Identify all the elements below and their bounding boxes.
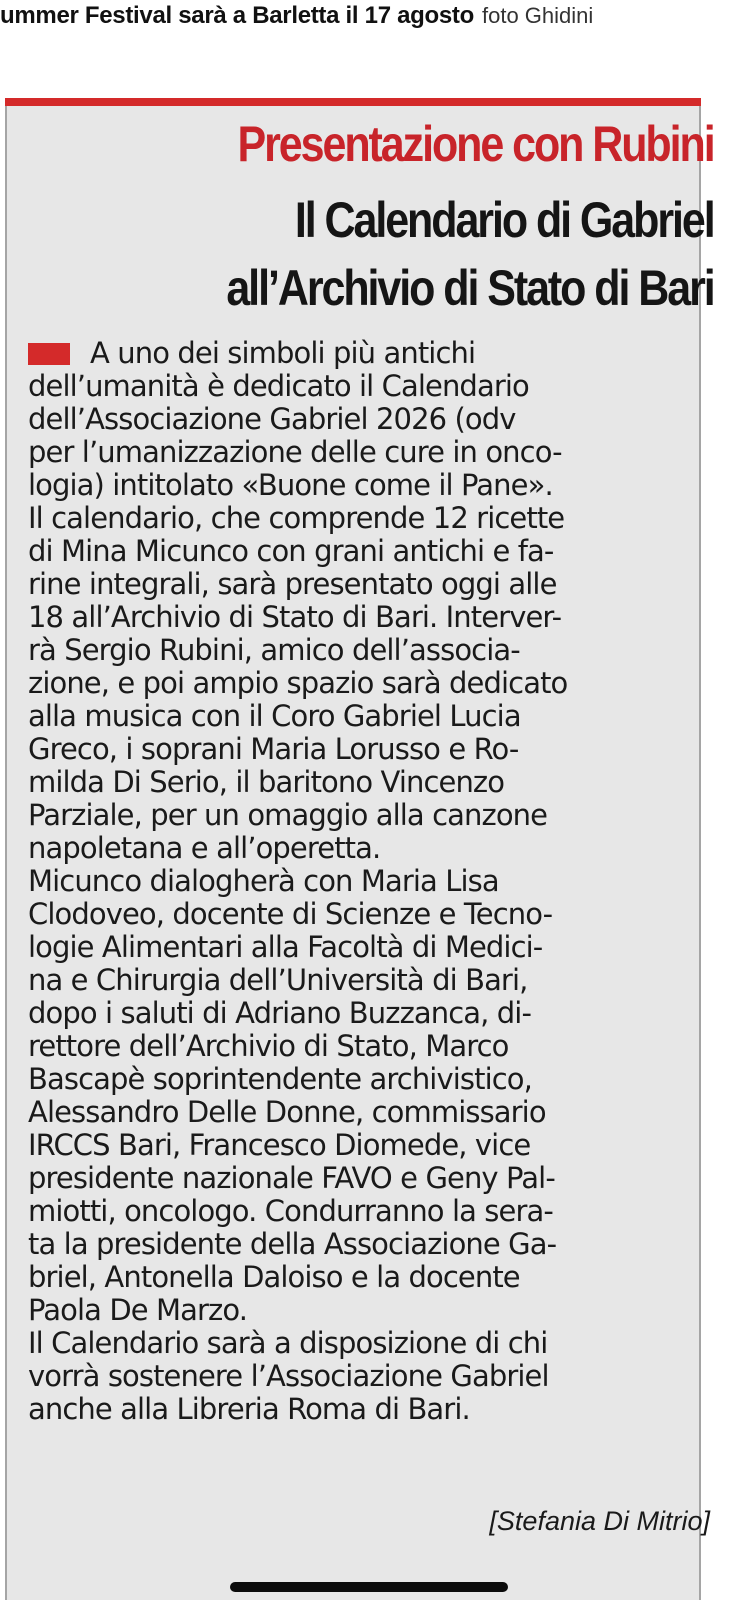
body-line: per l’umanizzazione delle cure in onco- xyxy=(28,435,562,469)
body-line: di Mina Micunco con grani antichi e fa- xyxy=(28,534,554,568)
author-signature: [Stefania Di Mitrio] xyxy=(489,1506,710,1536)
body-line: Bascapè soprintendente archivistico, xyxy=(28,1062,532,1096)
body-line: briel, Antonella Daloiso e la docente xyxy=(28,1260,520,1294)
body-line: 18 all’Archivio di Stato di Bari. Interver- xyxy=(28,600,562,634)
body-line: Micunco dialogherà con Maria Lisa xyxy=(28,864,499,898)
article-kicker: Presentazione con Rubini xyxy=(237,116,714,172)
body-line: Paola De Marzo. xyxy=(28,1293,248,1327)
body-line: zione, e poi ampio spazio sarà dedicato xyxy=(28,666,568,700)
body-line: Alessandro Delle Donne, commissario xyxy=(28,1095,546,1129)
body-line: logia) intitolato «Buone come il Pane». xyxy=(28,468,553,502)
photo-caption xyxy=(0,0,738,34)
body-line: logie Alimentari alla Facoltà di Medici- xyxy=(28,930,543,964)
body-line: rà Sergio Rubini, amico dell’associa- xyxy=(28,633,520,667)
body-line: milda Di Serio, il baritono Vincenzo xyxy=(28,765,505,799)
body-line: IRCCS Bari, Francesco Diomede, vice xyxy=(28,1128,531,1162)
body-line: anche alla Libreria Roma di Bari. xyxy=(28,1392,470,1426)
home-indicator[interactable] xyxy=(230,1582,508,1592)
body-line: Greco, i soprani Maria Lorusso e Ro- xyxy=(28,732,519,766)
body-line: napoletana e all’operetta. xyxy=(28,831,381,865)
headline-line: all’Archivio di Stato di Bari xyxy=(226,260,714,316)
body-line: Clodoveo, docente di Scienze e Tecno- xyxy=(28,897,553,931)
body-line: dell’umanità è dedicato il Calendario xyxy=(28,369,529,403)
body-line: vorrà sostenere l’Associazione Gabriel xyxy=(28,1359,549,1393)
body-line: A uno dei simboli più antichi xyxy=(90,336,476,370)
body-line: rettore dell’Archivio di Stato, Marco xyxy=(28,1029,509,1063)
photo-credit: foto Ghidini xyxy=(481,3,594,28)
body-line: ta la presidente della Associazione Ga- xyxy=(28,1227,557,1261)
article-body xyxy=(28,337,688,1426)
article-headline xyxy=(227,186,714,322)
body-line: Parziale, per un omaggio alla canzone xyxy=(28,798,548,832)
body-line: alla musica con il Coro Gabriel Lucia xyxy=(28,699,521,733)
body-line: dopo i saluti di Adriano Buzzanca, di- xyxy=(28,996,532,1030)
body-line: dell’Associazione Gabriel 2026 (odv xyxy=(28,402,516,436)
headline-line: Il Calendario di Gabriel xyxy=(295,192,714,248)
body-line: na e Chirurgia dell’Università di Bari, xyxy=(28,963,528,997)
body-line: rine integrali, sarà presentato oggi alle xyxy=(28,567,557,601)
red-top-rule xyxy=(5,98,701,106)
caption-text: ummer Festival sarà a Barletta il 17 agosto xyxy=(0,2,474,29)
body-line: miotti, oncologo. Condurranno la sera- xyxy=(28,1194,553,1228)
body-line: Il Calendario sarà a disposizione di chi xyxy=(28,1326,548,1360)
body-line: presidente nazionale FAVO e Geny Pal- xyxy=(28,1161,555,1195)
body-line: Il calendario, che comprende 12 ricette xyxy=(28,501,565,535)
